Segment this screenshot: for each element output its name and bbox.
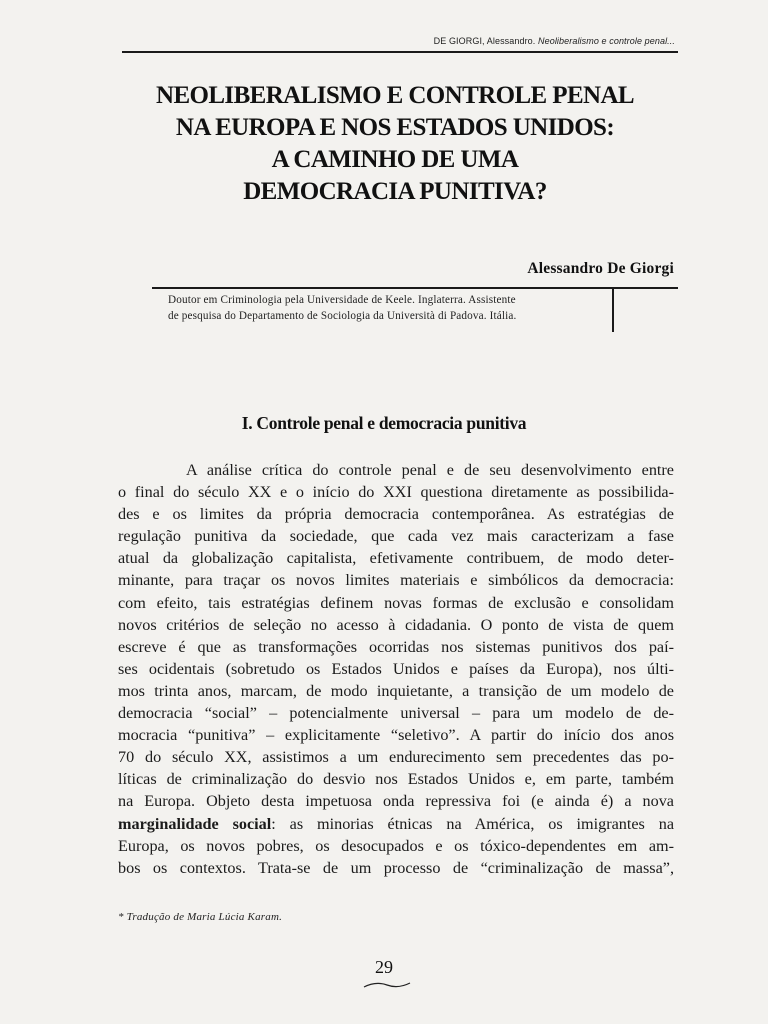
body-line: na Europa. Objeto desta impetuosa onda repressiva foi (e ainda é) a nova — [118, 792, 674, 811]
page-number-swash — [362, 981, 412, 989]
section-heading: I. Controle penal e democracia punitiva — [241, 413, 527, 433]
article-title — [100, 80, 690, 208]
body-line: democracia “social” – potencialmente universal – para um modelo de de- — [118, 704, 674, 723]
body-line-emphasis — [118, 813, 674, 835]
running-head-author: DE GIORGI, Alessandro. — [433, 36, 536, 46]
title-line: NA EUROPA E NOS ESTADOS UNIDOS: — [175, 114, 615, 141]
title-line: NEOLIBERALISMO E CONTROLE PENAL — [155, 82, 635, 109]
body-line: escreve é que as transformações ocorridas nos sistemas punitivos dos paí- — [118, 637, 674, 656]
body-line: regulação punitiva da sociedade, que cada vez mais caracterizam a fase — [118, 527, 674, 546]
header-rule — [122, 51, 678, 53]
running-head-title: Neoliberalismo e controle penal... — [538, 36, 675, 46]
bold-phrase: marginalidade social — [118, 814, 272, 833]
page-number: 29 — [375, 957, 393, 977]
body-line: mos trinta anos, marcam, de modo inquietante, a transição de um modelo de — [118, 681, 674, 700]
affiliation-bracket — [612, 288, 614, 332]
title-line: A CAMINHO DE UMA — [271, 146, 519, 173]
running-head — [122, 36, 675, 46]
body-line: minante, para traçar os novos limites materiais e simbólicos da democracia: — [118, 571, 674, 590]
body-line: o final do século XX e o início do XXI questiona diretamente as possibilida- — [118, 483, 674, 502]
body-line: des e os limites da própria democracia contemporânea. As estratégias de — [118, 505, 674, 524]
body-line: novos critérios de seleção no acesso à cidadania. O ponto de vista de quem — [118, 615, 674, 634]
body-line-rest: : as minorias étnicas na América, os imigrantes na — [271, 814, 674, 833]
author-affiliation — [168, 292, 608, 324]
affiliation-line: Doutor em Criminologia pela Universidade de Keele. Inglaterra. Assistente — [168, 294, 516, 306]
body-line: ses ocidentais (sobretudo os Estados Unidos e países da Europa), nos últi- — [118, 659, 674, 678]
body-line: 70 do século XX, assistimos a um endurecimento sem precedentes das po- — [118, 748, 674, 767]
body-line: bos os contextos. Trata-se de um processo de “criminalização de massa”, — [118, 858, 674, 877]
body-line: mocracia “punitiva” – explicitamente “seletivo”. A partir do início dos anos — [118, 726, 674, 745]
author-rule — [152, 287, 678, 289]
body-text — [118, 459, 674, 879]
body-line: A análise crítica do controle penal e de seu desenvolvimento entre — [186, 461, 674, 479]
affiliation-line: de pesquisa do Departamento de Sociologia da Università di Padova. Itália. — [168, 310, 517, 322]
body-line: atual da globalização capitalista, efetivamente contribuem, de modo deter- — [118, 549, 674, 568]
footnote: * Tradução de Maria Lúcia Karam. — [118, 911, 283, 923]
body-line: líticas de criminalização do desvio nos Estados Unidos e, em parte, também — [118, 770, 674, 789]
author-name: Alessandro De Giorgi — [527, 260, 674, 277]
body-line: Europa, os novos pobres, os desocupados e os tóxico-dependentes em am- — [118, 836, 674, 855]
body-line: com efeito, tais estratégias definem novas formas de exclusão e consolidam — [118, 593, 674, 612]
title-line: DEMOCRACIA PUNITIVA? — [243, 178, 547, 205]
